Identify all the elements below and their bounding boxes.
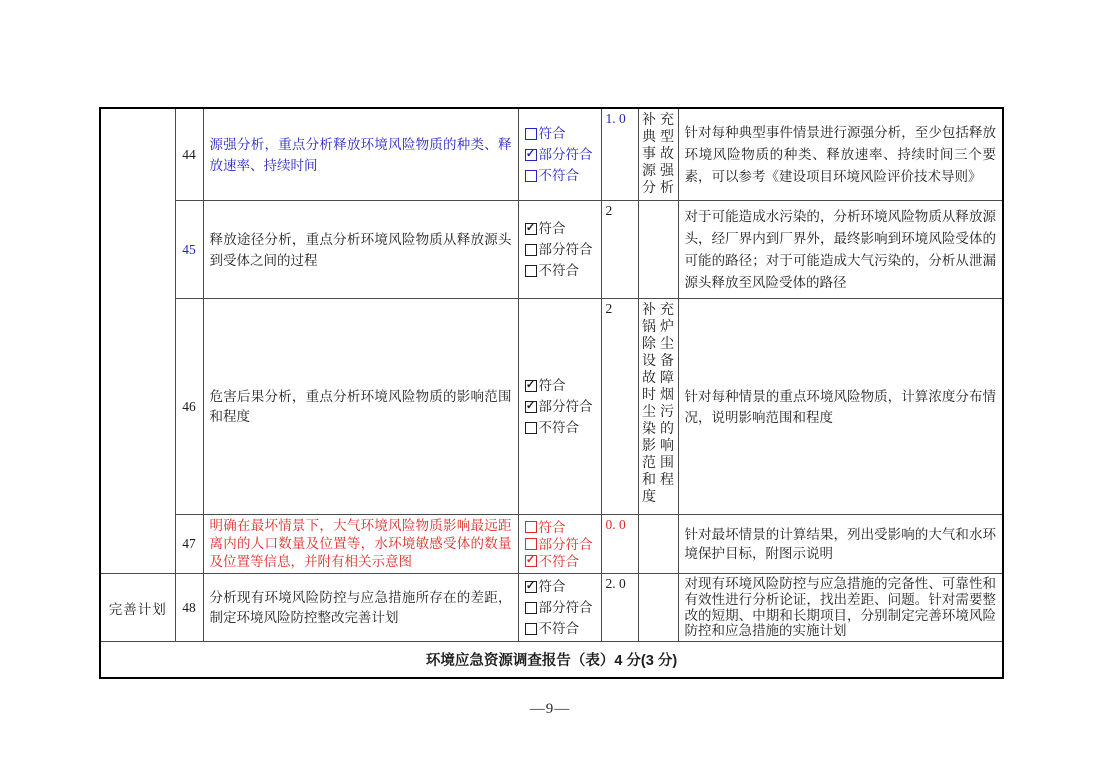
- checkbox[interactable]: [525, 581, 537, 593]
- conformity-options: [518, 299, 601, 515]
- conformity-options: [518, 515, 601, 574]
- checkbox-option[interactable]: [525, 218, 599, 239]
- checkbox-option[interactable]: [525, 123, 599, 144]
- remark-cell: [638, 574, 678, 642]
- checkbox-label: 不符合: [538, 420, 579, 435]
- row-number: 48: [175, 574, 203, 642]
- row-number: 47: [175, 515, 203, 574]
- table-row: [100, 108, 1003, 201]
- checkbox-option[interactable]: [525, 417, 599, 438]
- score-value: 2: [601, 299, 638, 515]
- checkbox-option[interactable]: [525, 553, 599, 570]
- checkbox[interactable]: [525, 265, 537, 277]
- checkbox-option[interactable]: [525, 260, 599, 281]
- conformity-options: [518, 201, 601, 299]
- checkbox-label: 不符合: [538, 553, 579, 569]
- checkbox[interactable]: [525, 149, 537, 161]
- remark-cell: [638, 515, 678, 574]
- remark-text: 补充典型事故源强分析: [642, 113, 674, 196]
- checkbox-option[interactable]: [525, 519, 599, 536]
- row-number: 45: [175, 201, 203, 299]
- assessment-table: [99, 107, 1004, 679]
- checkbox[interactable]: [525, 422, 537, 434]
- checkbox-option[interactable]: [525, 597, 599, 618]
- criteria-text: 针对每种典型事件情景进行源强分析，至少包括释放环境风险物质的种类、释放速率、持续时间三个要素，可以参考《建设项目环境风险评价技术导则》: [678, 108, 1003, 201]
- checkbox-label: 部分符合: [538, 242, 593, 257]
- checkbox-option[interactable]: [525, 536, 599, 553]
- checkbox-label: 不符合: [538, 621, 579, 636]
- table-row: [100, 515, 1003, 574]
- remark-cell: [638, 108, 678, 201]
- checkbox-option[interactable]: [525, 576, 599, 597]
- category-cell: 完善计划: [100, 574, 175, 642]
- table-row: [100, 299, 1003, 515]
- checkbox-option[interactable]: [525, 618, 599, 639]
- checkbox[interactable]: [525, 521, 537, 533]
- checkbox[interactable]: [525, 555, 537, 567]
- checkbox-label: 符合: [538, 579, 566, 594]
- conformity-options: [518, 108, 601, 201]
- item-text: 危害后果分析，重点分析环境风险物质的影响范围和程度: [203, 299, 518, 515]
- checkbox[interactable]: [525, 128, 537, 140]
- conformity-options: [518, 574, 601, 642]
- checkbox[interactable]: [525, 244, 537, 256]
- item-text: 分析现有环境风险防控与应急措施所存在的差距，制定环境风险防控整改完善计划: [203, 574, 518, 642]
- page-number: —9—: [529, 701, 571, 717]
- checkbox-option[interactable]: [525, 396, 599, 417]
- checkbox[interactable]: [525, 538, 537, 550]
- checkbox-label: 符合: [538, 519, 566, 535]
- checkbox-label: 不符合: [538, 263, 579, 278]
- table-footer: 环境应急资源调查报告（表）4 分(3 分): [100, 642, 1003, 678]
- score-value: 0. 0: [601, 515, 638, 574]
- table-row: [100, 574, 1003, 642]
- checkbox-label: 不符合: [538, 168, 579, 183]
- criteria-text: 对于可能造成水污染的，分析环境风险物质从释放源头，经厂界内到厂界外，最终影响到环境风险受体的可能的路径；对于可能造成大气污染的，分析从泄漏源头释放至风险受体的路径: [678, 201, 1003, 299]
- checkbox-label: 部分符合: [538, 536, 593, 552]
- checkbox-option[interactable]: [525, 375, 599, 396]
- score-value: 1. 0: [601, 108, 638, 201]
- checkbox-label: 符合: [538, 378, 566, 393]
- checkbox-option[interactable]: [525, 165, 599, 186]
- criteria-text: 针对每种情景的重点环境风险物质，计算浓度分布情况，说明影响范围和程度: [678, 299, 1003, 515]
- checkbox[interactable]: [525, 380, 537, 392]
- checkbox-option[interactable]: [525, 239, 599, 260]
- checkbox[interactable]: [525, 602, 537, 614]
- remark-cell: [638, 299, 678, 515]
- criteria-text: 对现有环境风险防控与应急措施的完备性、可靠性和有效性进行分析论证，找出差距、问题。针对需要整改的短期、中期和长期项目，分别制定完善环境风险防控和应急措施的实施计划: [678, 574, 1003, 642]
- checkbox-label: 符合: [538, 126, 566, 141]
- checkbox-label: 部分符合: [538, 147, 593, 162]
- checkbox-label: 部分符合: [538, 399, 593, 414]
- item-text: 源强分析，重点分析释放环境风险物质的种类、释放速率、持续时间: [203, 108, 518, 201]
- checkbox[interactable]: [525, 401, 537, 413]
- row-number: 46: [175, 299, 203, 515]
- checkbox-label: 部分符合: [538, 600, 593, 615]
- item-text: 明确在最坏情景下，大气环境风险物质影响最远距离内的人口数量及位置等，水环境敏感受体的数量及位置等信息，并附有相关示意图: [203, 515, 518, 574]
- score-value: 2: [601, 201, 638, 299]
- table-row: [100, 642, 1003, 678]
- checkbox[interactable]: [525, 170, 537, 182]
- category-cell-empty: [100, 108, 175, 574]
- score-value: 2. 0: [601, 574, 638, 642]
- item-text: 释放途径分析，重点分析环境风险物质从释放源头到受体之间的过程: [203, 201, 518, 299]
- remark-text: 补充锅炉除尘设备故障时烟尘污染的影响范围和程度: [642, 303, 674, 505]
- criteria-text: 针对最坏情景的计算结果，列出受影响的大气和水环境保护目标，附图示说明: [678, 515, 1003, 574]
- checkbox[interactable]: [525, 623, 537, 635]
- remark-cell: [638, 201, 678, 299]
- checkbox-option[interactable]: [525, 144, 599, 165]
- row-number: 44: [175, 108, 203, 201]
- table-row: [100, 201, 1003, 299]
- checkbox[interactable]: [525, 223, 537, 235]
- checkbox-label: 符合: [538, 221, 566, 236]
